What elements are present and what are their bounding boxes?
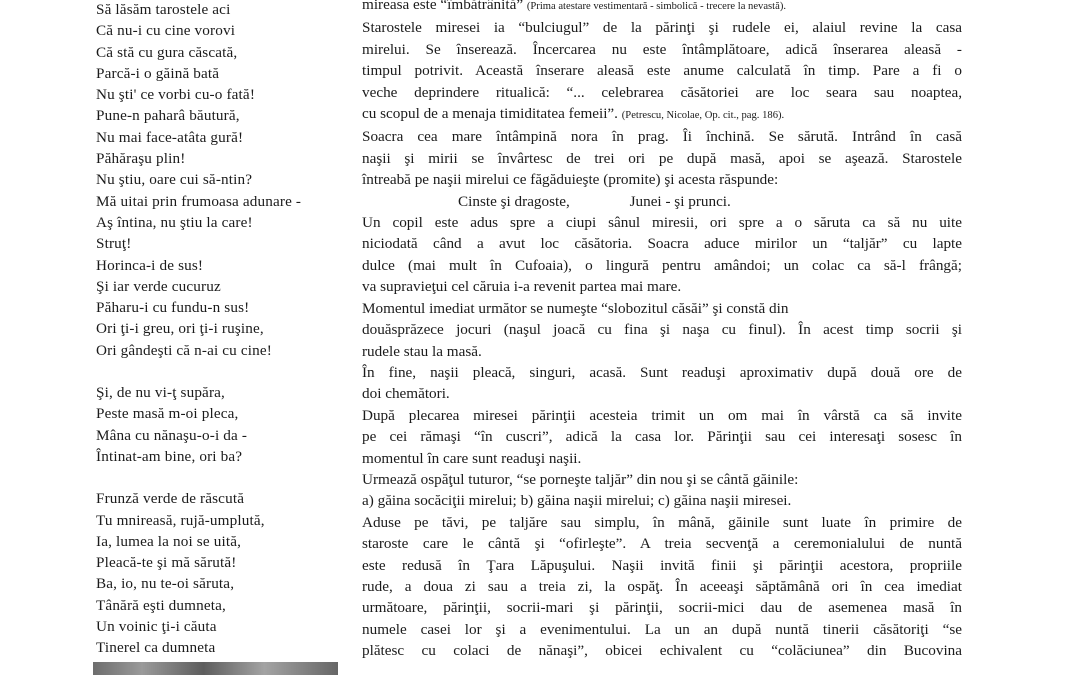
prose-line: Soacra cea mare întâmpină nora în prag. Îi închină. Se sărută. Intrând în casă <box>362 128 962 146</box>
prose-line: momentul în care sunt readuşi naşii. <box>362 449 582 467</box>
prose-line: timpul potrivit. Această înserare aleasă este anume calculată în timp. Pare a fi o <box>362 62 962 80</box>
poem-verse: Struţ! <box>96 235 132 253</box>
oath-line <box>362 191 962 212</box>
prose-line: În fine, naşii pleacă, singuri, acasă. Sunt readuşi aproximativ după două ore de <box>362 363 962 381</box>
poem-verse: Horinca-i de sus! <box>96 256 204 274</box>
poem-verse: Pune-n paharâ băutură, <box>96 107 240 125</box>
poem-verse: Nu şti' ce vorbi cu-o fată! <box>96 86 256 104</box>
citation-note: (Prima atestare vestimentară - simbolică - trecere la nevastă). <box>526 1 787 12</box>
poem-verse: Şi iar verde cucuruz <box>96 277 221 295</box>
poem-verse: Şi, de nu vi-ţ supăra, <box>96 384 225 402</box>
poem-verse: Mă uitai prin frumoasa adunare - <box>96 192 302 210</box>
poem-verse: Mâna cu nănaşu-o-i da - <box>96 426 248 444</box>
poem-stanza-2 <box>96 382 346 467</box>
prose-line: douăsprăzece jocuri (naşul joacă cu fina şi naşa cu finul). În acest timp socrii şi <box>362 321 962 339</box>
prose-line: Momentul imediat următor se numeşte “slobozitul căsăi” şi constă din <box>362 299 789 317</box>
prose-line: Starostele miresei ia “bulciugul” de la părinţi şi rudele ei, alaiul revine la casa <box>362 19 962 37</box>
prose-text: cu scopul de a menaja timiditatea femeii”. <box>362 105 618 123</box>
oath-part: Cinste şi dragoste, <box>458 192 570 210</box>
prose-line <box>362 103 962 126</box>
citation-note: (Petrescu, Nicolae, Op. cit., pag. 186). <box>621 110 785 122</box>
prose-line: niciodată când a avut loc căsătoria. Soacra aduce mirilor un “taljăr” cu lapte <box>362 235 962 253</box>
poem-verse: Păharu-i cu fundu-n sus! <box>96 299 250 317</box>
poem-stanza-3 <box>96 488 346 658</box>
prose-line: naşii şi mirii se învârtesc de trei ori pe după masă, apoi se aşează. Starostele <box>362 149 962 167</box>
prose-line: următoare, părinţii, socrii-mari şi părinţii, socrii-mici dau de asemenea masă în <box>362 599 962 617</box>
poem-verse: Parcă-i o găină bată <box>96 64 220 82</box>
prose-line: numele casei lor şi a evenimentului. La un an după nuntă tinerii căsătoriţi “se <box>362 620 962 638</box>
prose-line: va supravieţui cel căruia i-a revenit partea mai mare. <box>362 278 682 296</box>
poem-verse: Ia, lumea la noi se uită, <box>96 532 242 550</box>
prose-line: întreabă pe naşii mirelui ce făgăduieşte (promite) şi acesta răspunde: <box>362 171 779 189</box>
poem-verse: Ori ţi-i greu, ori ţi-i ruşine, <box>96 320 264 338</box>
prose-line: staroste care le cântă şi “ofirleşte”. A treia secvenţă a ceremonialului de nuntă <box>362 535 962 553</box>
prose-line: Aduse pe tăvi, pe taljăre sau simplu, în mână, găinile sunt luate în primire de <box>362 513 962 531</box>
prose-line: plătesc cu colaci de nănaşi”, obicei echivalent cu “colăciunea” din Bucovina <box>362 642 962 660</box>
poem-verse: Tinerel ca dumneta <box>96 639 216 657</box>
poem-verse: Tu mnireasă, rujă-umplută, <box>96 511 265 529</box>
poem-verse: Tânără eşti dumneta, <box>96 596 226 614</box>
prose-line: mirelui. Se înserează. Încercarea nu este întâmplătoare, adică înserarea aleasă - <box>362 40 962 58</box>
prose-line: rudele stau la masă. <box>362 342 482 360</box>
poem-verse: Aş întina, nu ştiu la care! <box>96 213 253 231</box>
poem-verse: Nu mai face-atâta gură! <box>96 128 244 146</box>
poem-verse: Că stă cu gura căscată, <box>96 43 238 61</box>
prose-line: veche deprindere ritualică: “... celebrarea căsătoriei are loc seara sau noaptea, <box>362 83 962 101</box>
prose-line: Urmează ospăţul tuturor, “se porneşte taljăr” din nou şi se cântă găinile: <box>362 470 799 488</box>
poem-verse: Că nu-i cu cine vorovi <box>96 22 236 40</box>
poem-verse: Pleacă-te şi mă sărută! <box>96 554 237 572</box>
poem-verse: Păhăraşu plin! <box>96 150 186 168</box>
poem-stanza-1 <box>96 0 346 361</box>
prose-line: Un copil este adus spre a ciupi sânul miresii, ori spre a o săruta ca să nu uite <box>362 214 962 232</box>
poem-verse: Să lăsăm tarostele aci <box>96 1 231 18</box>
prose-line: a) găina socăciţii mirelui; b) găina naşii mirelui; c) găina naşii miresei. <box>362 492 792 510</box>
prose-text: mireasa este “îmbătrânită” <box>362 0 524 13</box>
scan-artifact-bar <box>93 662 338 675</box>
prose-column <box>362 0 962 662</box>
poem-verse: Ori gândeşti că n-ai cu cine! <box>96 341 272 359</box>
poem-verse: Nu ştiu, oare cui să-ntin? <box>96 171 253 189</box>
prose-line: pe cei rămaşi “în cuscri”, adică la casa lor. Părinţii sau cei interesaţi sosesc în <box>362 428 962 446</box>
prose-line: După plecarea miresei părinţii acesteia trimit un om mai în vârstă ca să invite <box>362 406 962 424</box>
prose-line: doi chemători. <box>362 385 450 403</box>
prose-line: este redusă în Ţara Lăpuşului. Naşii invită finii şi părinţii acestora, propriile <box>362 556 962 574</box>
prose-line <box>362 0 962 17</box>
poem-verse: Întinat-am bine, ori ba? <box>96 447 243 465</box>
prose-line: rude, a doua zi sau a treia zi, la ospăţ. În aceeaşi săptămână ori în cea imediat <box>362 577 962 595</box>
poem-verse: Un voinic ţi-i căuta <box>96 618 217 636</box>
oath-part: Junei - şi prunci. <box>629 192 731 210</box>
prose-line: dulce (mai mult în Cufoaia), o lingură pentru amândoi; un colac ca să-l frângă; <box>362 256 962 274</box>
poem-verse: Ba, io, nu te-oi săruta, <box>96 575 235 593</box>
poem-column <box>96 0 346 675</box>
poem-verse: Peste masă m-oi pleca, <box>96 405 239 423</box>
poem-verse: Frunză verde de răscută <box>96 490 245 508</box>
